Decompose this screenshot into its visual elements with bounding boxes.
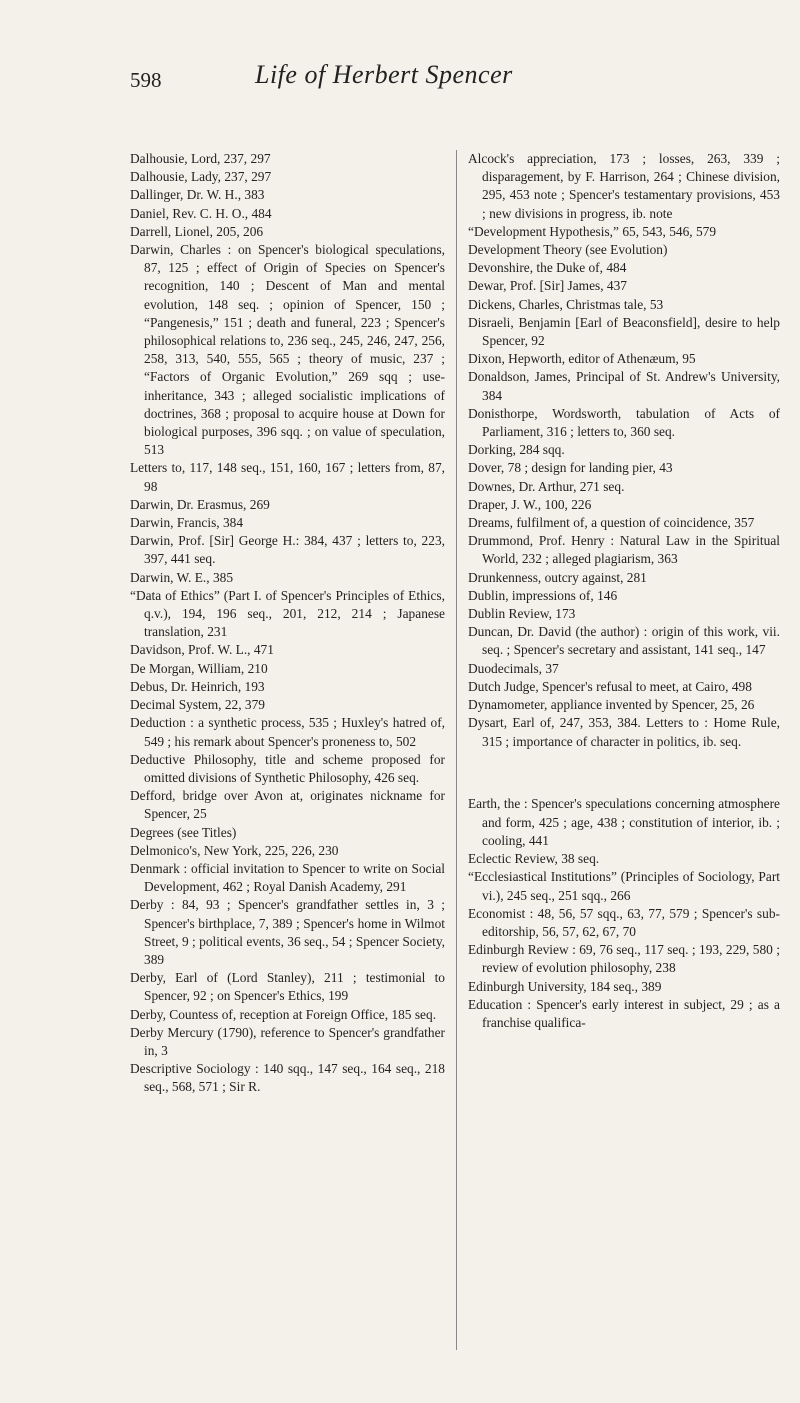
index-entry: Letters to, 117, 148 seq., 151, 160, 167 ; letters from, 87, 98	[130, 460, 445, 494]
index-entry: Draper, J. W., 100, 226	[468, 496, 592, 512]
index-entry: Decimal System, 22, 379	[130, 697, 266, 713]
index-entry: Defford, bridge over Avon at, originates nickname for Spencer, 25	[130, 788, 445, 822]
index-entry: Earth, the : Spencer's speculations concerning atmosphere and form, 425 ; age, 438 ; constitution of interior, ib. ; cooling, 441	[468, 796, 780, 848]
index-entry: Delmonico's, New York, 225, 226, 230	[130, 842, 339, 858]
index-entry: Drunkenness, outcry against, 281	[468, 569, 647, 585]
index-entry: Dover, 78 ; design for landing pier, 43	[468, 460, 673, 476]
index-entry: Descriptive Sociology : 140 sqq., 147 seq., 164 seq., 218 seq., 568, 571 ; Sir R.	[130, 1061, 445, 1095]
left-index-column	[130, 150, 445, 1097]
index-entry: Alcock's appreciation, 173 ; losses, 263, 339 ; disparagement, by F. Harrison, 264 ; Chinese division, 295, 453 note ; Spencer's testamentary provisions, 453 ; new divisions in progress, ib. note	[468, 151, 780, 221]
index-entry: Edinburgh University, 184 seq., 389	[468, 978, 662, 994]
index-entry: Dorking, 284 sqq.	[468, 442, 565, 458]
index-entry: Donaldson, James, Principal of St. Andrew's University, 384	[468, 369, 780, 403]
page-header	[130, 60, 730, 100]
index-entry: Darwin, Francis, 384	[130, 515, 244, 531]
column-divider	[456, 150, 457, 1350]
index-entry: Duncan, Dr. David (the author) : origin of this work, vii. seq. ; Spencer's secretary and assistant, 141 seq., 147	[468, 624, 780, 658]
index-entry: Darrell, Lionel, 205, 206	[130, 223, 264, 239]
index-entry: Dysart, Earl of, 247, 353, 384. Letters to : Home Rule, 315 ; importance of character in politics, ib. seq.	[468, 715, 780, 749]
index-entry: Derby Mercury (1790), reference to Spencer's grandfather in, 3	[130, 1024, 445, 1058]
right-index-column	[468, 150, 780, 1032]
index-entry: Darwin, Prof. [Sir] George H.: 384, 437 ; letters to, 223, 397, 441 seq.	[130, 533, 445, 567]
index-entry: Dutch Judge, Spencer's refusal to meet, at Cairo, 498	[468, 678, 752, 694]
index-entry: Education : Spencer's early interest in subject, 29 ; as a franchise qualifica-	[468, 996, 780, 1030]
index-entry: “Data of Ethics” (Part I. of Spencer's Principles of Ethics, q.v.), 194, 196 seq., 201, 212, 214 ; Japanese translation, 231	[130, 587, 445, 640]
index-entry: Denmark : official invitation to Spencer to write on Social Development, 462 ; Royal Danish Academy, 291	[130, 860, 445, 895]
index-entry: Derby, Countess of, reception at Foreign Office, 185 seq.	[130, 1006, 437, 1022]
index-entry: Dreams, fulfilment of, a question of coincidence, 357	[468, 515, 755, 531]
running-title: Life of Herbert Spencer	[255, 60, 513, 89]
index-entry: Dublin, impressions of, 146	[468, 587, 618, 603]
index-entry: Dixon, Hepworth, editor of Athenæum, 95	[468, 351, 696, 367]
index-entry: Degrees (see Titles)	[130, 824, 237, 840]
entry-gap	[468, 764, 780, 782]
index-entry: Development Theory (see Evolution)	[468, 242, 668, 258]
index-entry: Deductive Philosophy, title and scheme proposed for omitted divisions of Synthetic Philosophy, 426 seq.	[130, 751, 445, 785]
index-entry: Drummond, Prof. Henry : Natural Law in the Spiritual World, 232 ; alleged plagiarism, 363	[468, 533, 780, 567]
index-entry: Deduction : a synthetic process, 535 ; Huxley's hatred of, 549 ; his remark about Spencer's proneness to, 502	[130, 715, 445, 749]
index-entry: Derby, Earl of (Lord Stanley), 211 ; testimonial to Spencer, 92 ; on Spencer's Ethics, 199	[130, 970, 445, 1004]
index-entry: Daniel, Rev. C. H. O., 484	[130, 205, 272, 221]
index-entry: Downes, Dr. Arthur, 271 seq.	[468, 478, 625, 494]
index-entry: Dynamometer, appliance invented by Spencer, 25, 26	[468, 697, 755, 713]
index-entry: Darwin, Charles : on Spencer's biological speculations, 87, 125 ; effect of Origin of Species on Spencer's recognition, 140 ; Descent of Man and mental evolution, 148 seq. ; opinion of Spencer, 150 ; “Pangenesis,” 151 ; death and funeral, 223 ; Spencer's philosophical relations to, 236 seq., 245, 246, 247, 256, 258, 313, 540, 555, 565 ; theory of music, 237 ; “Factors of Organic Evolution,” 269 sqq ; use-inheritance, 343 ; alleged socialistic implications of doctrines, 368 ; proposal to acquire house at Down for biological purposes, 396 sqq. ; on value of speculation, 513	[130, 242, 445, 458]
index-entry: Darwin, Dr. Erasmus, 269	[130, 496, 270, 512]
index-entry: Darwin, W. E., 385	[130, 569, 234, 585]
index-entry: Dalhousie, Lord, 237, 297	[130, 151, 271, 166]
index-entry: Davidson, Prof. W. L., 471	[130, 642, 274, 658]
index-entry: “Ecclesiastical Institutions” (Principles of Sociology, Part vi.), 245 seq., 251 sqq., 266	[468, 869, 780, 903]
index-entry: Dalhousie, Lady, 237, 297	[130, 169, 272, 185]
page-number: 598	[130, 68, 162, 92]
index-entry: De Morgan, William, 210	[130, 660, 268, 676]
index-entry: Dickens, Charles, Christmas tale, 53	[468, 296, 664, 312]
index-entry: Donisthorpe, Wordsworth, tabulation of Acts of Parliament, 316 ; letters to, 360 seq.	[468, 405, 780, 440]
index-entry: Debus, Dr. Heinrich, 193	[130, 678, 265, 694]
index-entry: Disraeli, Benjamin [Earl of Beaconsfield], desire to help Spencer, 92	[468, 314, 780, 349]
index-entry: Eclectic Review, 38 seq.	[468, 851, 600, 867]
index-entry: Dallinger, Dr. W. H., 383	[130, 187, 265, 203]
index-entry: Edinburgh Review : 69, 76 seq., 117 seq. ; 193, 229, 580 ; review of evolution philosophy, 238	[468, 942, 780, 976]
index-entry: Dublin Review, 173	[468, 606, 576, 622]
index-entry: Duodecimals, 37	[468, 660, 559, 676]
index-entry: Devonshire, the Duke of, 484	[468, 260, 627, 276]
index-entry: Economist : 48, 56, 57 sqq., 63, 77, 579 ; Spencer's sub-editorship, 56, 57, 62, 67, 70	[468, 905, 780, 939]
index-entry: Dewar, Prof. [Sir] James, 437	[468, 278, 628, 294]
index-entry: “Development Hypothesis,” 65, 543, 546, 579	[468, 223, 717, 239]
index-entry: Derby : 84, 93 ; Spencer's grandfather settles in, 3 ; Spencer's birthplace, 7, 389 ; Spencer's home in Wilmot Street, 9 ; political events, 36 seq., 54 ; Spencer Society, 389	[130, 897, 445, 967]
